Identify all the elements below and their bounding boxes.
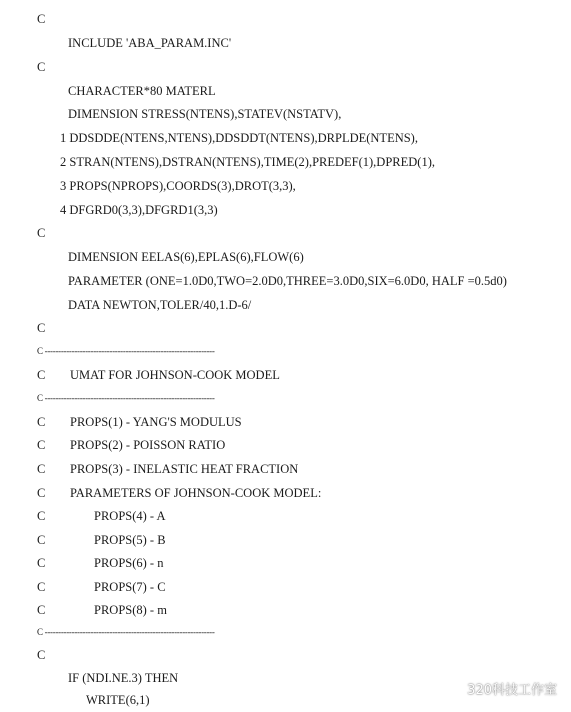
code-line: C bbox=[37, 415, 46, 429]
code-line: C bbox=[37, 648, 46, 662]
watermark-text: 320科技工作室 bbox=[467, 683, 557, 698]
code-line: DATA NEWTON,TOLER/40,1.D-6/ bbox=[68, 298, 252, 312]
code-line: C bbox=[37, 533, 46, 547]
separator-line: C --------------------------------------------------------------- bbox=[37, 346, 215, 356]
code-line: PROPS(4) - A bbox=[94, 509, 166, 523]
code-line: PARAMETERS OF JOHNSON-COOK MODEL: bbox=[70, 486, 322, 500]
code-line: INCLUDE 'ABA_PARAM.INC' bbox=[68, 36, 232, 50]
code-line: PROPS(1) - YANG'S MODULUS bbox=[70, 415, 242, 429]
code-line: PROPS(5) - B bbox=[94, 533, 166, 547]
code-line: 1 DDSDDE(NTENS,NTENS),DDSDDT(NTENS),DRPLDE(NTENS), bbox=[60, 131, 418, 145]
code-line: DIMENSION STRESS(NTENS),STATEV(NSTATV), bbox=[68, 107, 342, 121]
code-line: PROPS(8) - m bbox=[94, 603, 167, 617]
code-line: C bbox=[37, 368, 46, 382]
code-line: DIMENSION EELAS(6),EPLAS(6),FLOW(6) bbox=[68, 250, 304, 264]
code-line: C bbox=[37, 60, 46, 74]
code-line: C bbox=[37, 556, 46, 570]
separator-line: C --------------------------------------------------------------- bbox=[37, 393, 215, 403]
wechat-icon bbox=[447, 681, 463, 697]
code-line: CHARACTER*80 MATERL bbox=[68, 84, 216, 98]
watermark bbox=[447, 679, 557, 698]
code-line: C bbox=[37, 226, 46, 240]
code-line: PARAMETER (ONE=1.0D0,TWO=2.0D0,THREE=3.0D0,SIX=6.0D0, HALF =0.5d0) bbox=[68, 274, 507, 288]
code-line: 2 STRAN(NTENS),DSTRAN(NTENS),TIME(2),PREDEF(1),DPRED(1), bbox=[60, 155, 435, 169]
code-line: C bbox=[37, 486, 46, 500]
code-line: C bbox=[37, 321, 46, 335]
code-line: 4 DFGRD0(3,3),DFGRD1(3,3) bbox=[60, 203, 218, 217]
code-line: PROPS(3) - INELASTIC HEAT FRACTION bbox=[70, 462, 299, 476]
code-line: IF (NDI.NE.3) THEN bbox=[68, 671, 179, 685]
code-line: 3 PROPS(NPROPS),COORDS(3),DROT(3,3), bbox=[60, 179, 296, 193]
code-line: C bbox=[37, 580, 46, 594]
code-line: C bbox=[37, 12, 46, 26]
code-line: C bbox=[37, 462, 46, 476]
code-line: PROPS(7) - C bbox=[94, 580, 166, 594]
code-line: PROPS(6) - n bbox=[94, 556, 164, 570]
separator-line: C --------------------------------------------------------------- bbox=[37, 627, 215, 637]
code-line: WRITE(6,1) bbox=[86, 693, 150, 707]
code-line: UMAT FOR JOHNSON-COOK MODEL bbox=[70, 368, 280, 382]
code-line: C bbox=[37, 603, 46, 617]
code-line: C bbox=[37, 509, 46, 523]
code-line: C bbox=[37, 438, 46, 452]
code-line: PROPS(2) - POISSON RATIO bbox=[70, 438, 226, 452]
